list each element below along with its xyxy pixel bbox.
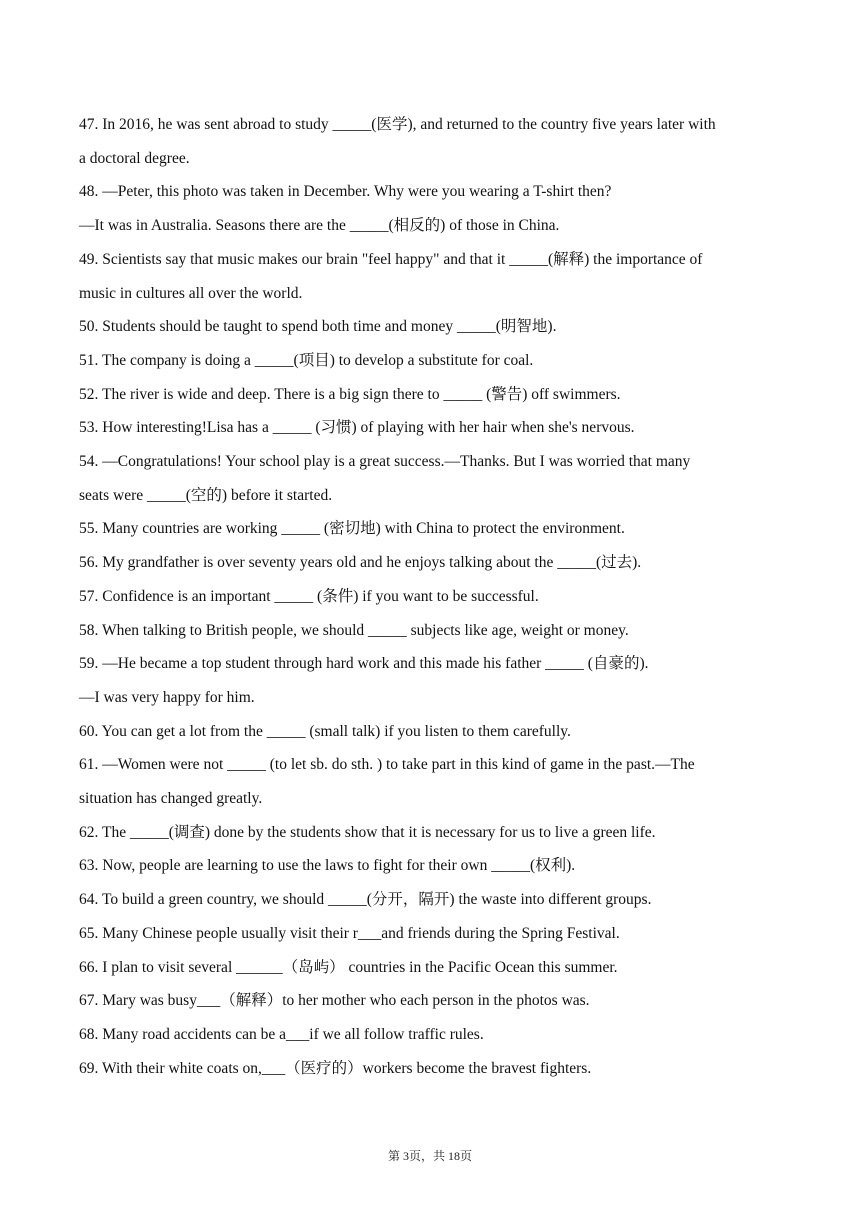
question-line: music in cultures all over the world. [79, 284, 303, 302]
question-line: seats were _____(空的) before it started. [79, 486, 333, 504]
question-line: —I was very happy for him. [79, 688, 255, 706]
question-line: situation has changed greatly. [79, 790, 263, 808]
question-line: 68. Many road accidents can be a___if we all follow traffic rules. [79, 1025, 484, 1043]
question-line: 62. The _____(调查) done by the students show that it is necessary for us to live a green life. [79, 823, 656, 841]
question-line: —It was in Australia. Seasons there are the _____(相反的) of those in China. [79, 217, 560, 235]
question-line: 67. Mary was busy___（解释）to her mother who each person in the photos was. [79, 992, 590, 1010]
question-line: 55. Many countries are working _____ (密切地) with China to protect the environment. [79, 520, 625, 538]
question-line: a doctoral degree. [79, 149, 190, 167]
question-line: 63. Now, people are learning to use the laws to fight for their own _____(权利). [79, 857, 576, 875]
page-footer: 第 3页，共 18页 [387, 1149, 472, 1163]
question-line: 50. Students should be taught to spend both time and money _____(明智地). [79, 318, 557, 336]
question-line: 49. Scientists say that music makes our brain "feel happy" and that it _____(解释) the importance of [79, 250, 703, 268]
question-line: 69. With their white coats on,___（医疗的）workers become the bravest fighters. [79, 1059, 592, 1077]
question-line: 47. In 2016, he was sent abroad to study _____(医学), and returned to the country five years later with [79, 116, 716, 133]
question-line: 60. You can get a lot from the _____ (small talk) if you listen to them carefully. [79, 722, 571, 740]
question-line: 66. I plan to visit several ______（岛屿） countries in the Pacific Ocean this summer. [79, 958, 618, 976]
question-line: 48. —Peter, this photo was taken in December. Why were you wearing a T-shirt then? [79, 183, 612, 201]
question-line: 51. The company is doing a _____(项目) to develop a substitute for coal. [79, 351, 534, 369]
question-line: 65. Many Chinese people usually visit their r___and friends during the Spring Festival. [79, 924, 620, 942]
question-line: 54. —Congratulations! Your school play is a great success.—Thanks. But I was worried that many [79, 453, 691, 471]
question-line: 61. —Women were not _____ (to let sb. do sth. ) to take part in this kind of game in the past.—The [79, 756, 695, 774]
question-line: 59. —He became a top student through hard work and this made his father _____ (自豪的). [79, 655, 649, 673]
question-line: 64. To build a green country, we should _____(分开，隔开) the waste into different groups. [79, 891, 652, 909]
question-line: 52. The river is wide and deep. There is a big sign there to _____ (警告) off swimmers. [79, 385, 621, 403]
question-list [79, 108, 791, 1085]
question-line: 58. When talking to British people, we should _____ subjects like age, weight or money. [79, 621, 629, 639]
question-line: 56. My grandfather is over seventy years old and he enjoys talking about the _____(过去). [79, 554, 642, 572]
question-line: 53. How interesting!Lisa has a _____ (习惯) of playing with her hair when she's nervous. [79, 419, 635, 437]
question-line: 57. Confidence is an important _____ (条件) if you want to be successful. [79, 587, 539, 605]
